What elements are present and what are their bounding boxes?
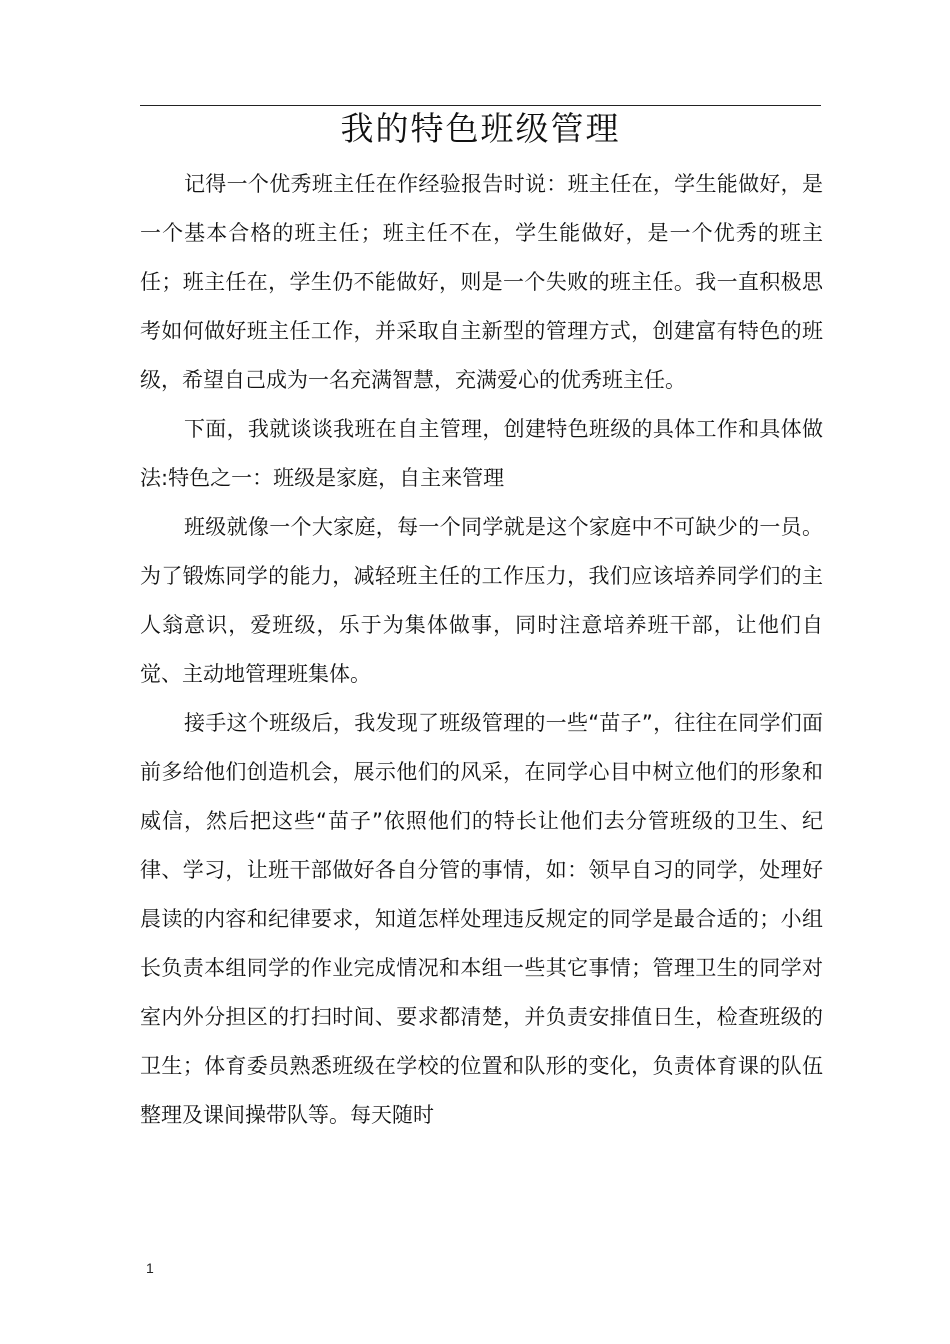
document-title: 我的特色班级管理	[340, 109, 621, 148]
page-number: 1	[146, 1260, 154, 1276]
paragraph-class-cadres: 接手这个班级后，我发现了班级管理的一些“苗子”，往往在同学们面前多给他们创造机会，展示他们的风采，在同学心目中树立他们的形象和威信，然后把这些“苗子”依照他们的特长让他们去分管班级的卫生、纪律、学习，让班干部做好各自分管的事情，如：领早自习的同学，处理好晨读的内容和纪律要求，知道怎样处理违反规定的同学是最合适的；小组长负责本组同学的作业完成情况和本组一些其它事情；管理卫生的同学对室内外分担区的打扫时间、要求都清楚，并负责安排值日生，检查班级的卫生；体育委员熟悉班级在学校的位置和队形的变化，负责体育课的队伍整理及课间操带队等。每天随时	[140, 711, 823, 1127]
paragraph-class-family: 班级就像一个大家庭，每一个同学就是这个家庭中不可缺少的一员。为了锻炼同学的能力，减轻班主任的工作压力，我们应该培养同学们的主人翁意识，爱班级，乐于为集体做事，同时注意培养班干部，让他们自觉、主动地管理班集体。	[140, 515, 823, 686]
document-body	[140, 160, 823, 1140]
paragraph-overview: 下面，我就谈谈我班在自主管理，创建特色班级的具体工作和具体做法:特色之一：班级是家庭，自主来管理	[140, 417, 823, 490]
paragraph-intro: 记得一个优秀班主任在作经验报告时说：班主任在，学生能做好，是一个基本合格的班主任；班主任不在，学生能做好，是一个优秀的班主任；班主任在，学生仍不能做好，则是一个失败的班主任。我一直积极思考如何做好班主任工作，并采取自主新型的管理方式，创建富有特色的班级，希望自己成为一名充满智慧，充满爱心的优秀班主任。	[140, 172, 823, 392]
